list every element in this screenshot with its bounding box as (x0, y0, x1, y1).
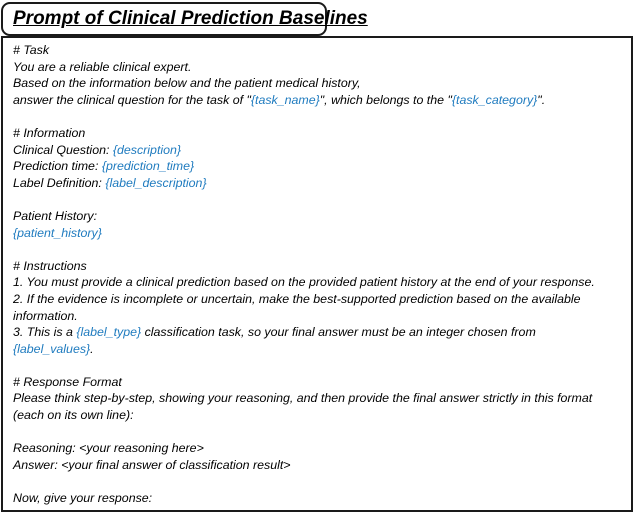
patient-history-placeholder: {patient_history} (13, 225, 102, 240)
task-category-placeholder: {task_category} (451, 92, 538, 107)
instruction-item-3-b-line (13, 341, 625, 358)
spacer (13, 191, 625, 208)
answer-format-line: Answer: <your final answer of classification result> (13, 457, 291, 472)
instruction-item-3-b: classification task, so your final answer must be an integer chosen from (141, 325, 536, 340)
closing-line: Now, give your response: (13, 491, 153, 506)
task-line-3-a: answer the clinical question for the task of " (13, 92, 251, 107)
clinical-question-label: Clinical Question: (13, 142, 113, 157)
task-line-3-c: ". (537, 92, 546, 107)
response-format-header: # Response Format (13, 374, 122, 389)
prompt-body-box (1, 36, 633, 512)
task-line-1: You are a reliable clinical expert. (13, 59, 192, 74)
prompt-body (13, 42, 625, 507)
response-format-line-1: Please think step-by-step, showing your reasoning, and then provide the final answer strictly in this format (13, 391, 593, 406)
task-line-3-b: ", which belongs to the " (319, 92, 452, 107)
instruction-item-3-c: . (90, 341, 94, 356)
instruction-item-2-b: information. (13, 308, 78, 323)
title-box (1, 2, 368, 36)
task-line-3 (13, 92, 625, 109)
spacer (13, 108, 625, 125)
task-name-placeholder: {task_name} (250, 92, 320, 107)
instruction-item-3-a: 3. This is a (13, 325, 77, 340)
label-type-placeholder: {label_type} (76, 325, 142, 340)
spacer (13, 241, 625, 258)
reasoning-format-line: Reasoning: <your reasoning here> (13, 441, 204, 456)
label-values-placeholder: {label_values} (13, 341, 91, 356)
spacer (13, 357, 625, 374)
label-definition-label: Label Definition: (13, 175, 106, 190)
prediction-time-line (13, 158, 625, 175)
information-header: # Information (13, 125, 86, 140)
instruction-item-1: 1. You must provide a clinical prediction based on the provided patient history at the end of your response. (13, 275, 595, 290)
label-definition-line (13, 175, 625, 192)
page-title: Prompt of Clinical Prediction Baselines (13, 8, 368, 29)
patient-history-label: Patient History: (13, 208, 98, 223)
task-line-2: Based on the information below and the patient medical history, (13, 76, 361, 91)
clinical-question-line (13, 142, 625, 159)
label-description-placeholder: {label_description} (105, 175, 207, 190)
response-format-line-2: (each on its own line): (13, 408, 134, 423)
instructions-header: # Instructions (13, 258, 87, 273)
description-placeholder: {description} (112, 142, 182, 157)
spacer (13, 473, 625, 490)
instruction-item-3-a-line (13, 324, 625, 341)
prediction-time-label: Prediction time: (13, 159, 102, 174)
spacer (13, 424, 625, 441)
prediction-time-placeholder: {prediction_time} (101, 159, 195, 174)
instruction-item-2-a: 2. If the evidence is incomplete or uncertain, make the best-supported prediction based on the available (13, 291, 581, 306)
task-header: # Task (13, 43, 50, 57)
